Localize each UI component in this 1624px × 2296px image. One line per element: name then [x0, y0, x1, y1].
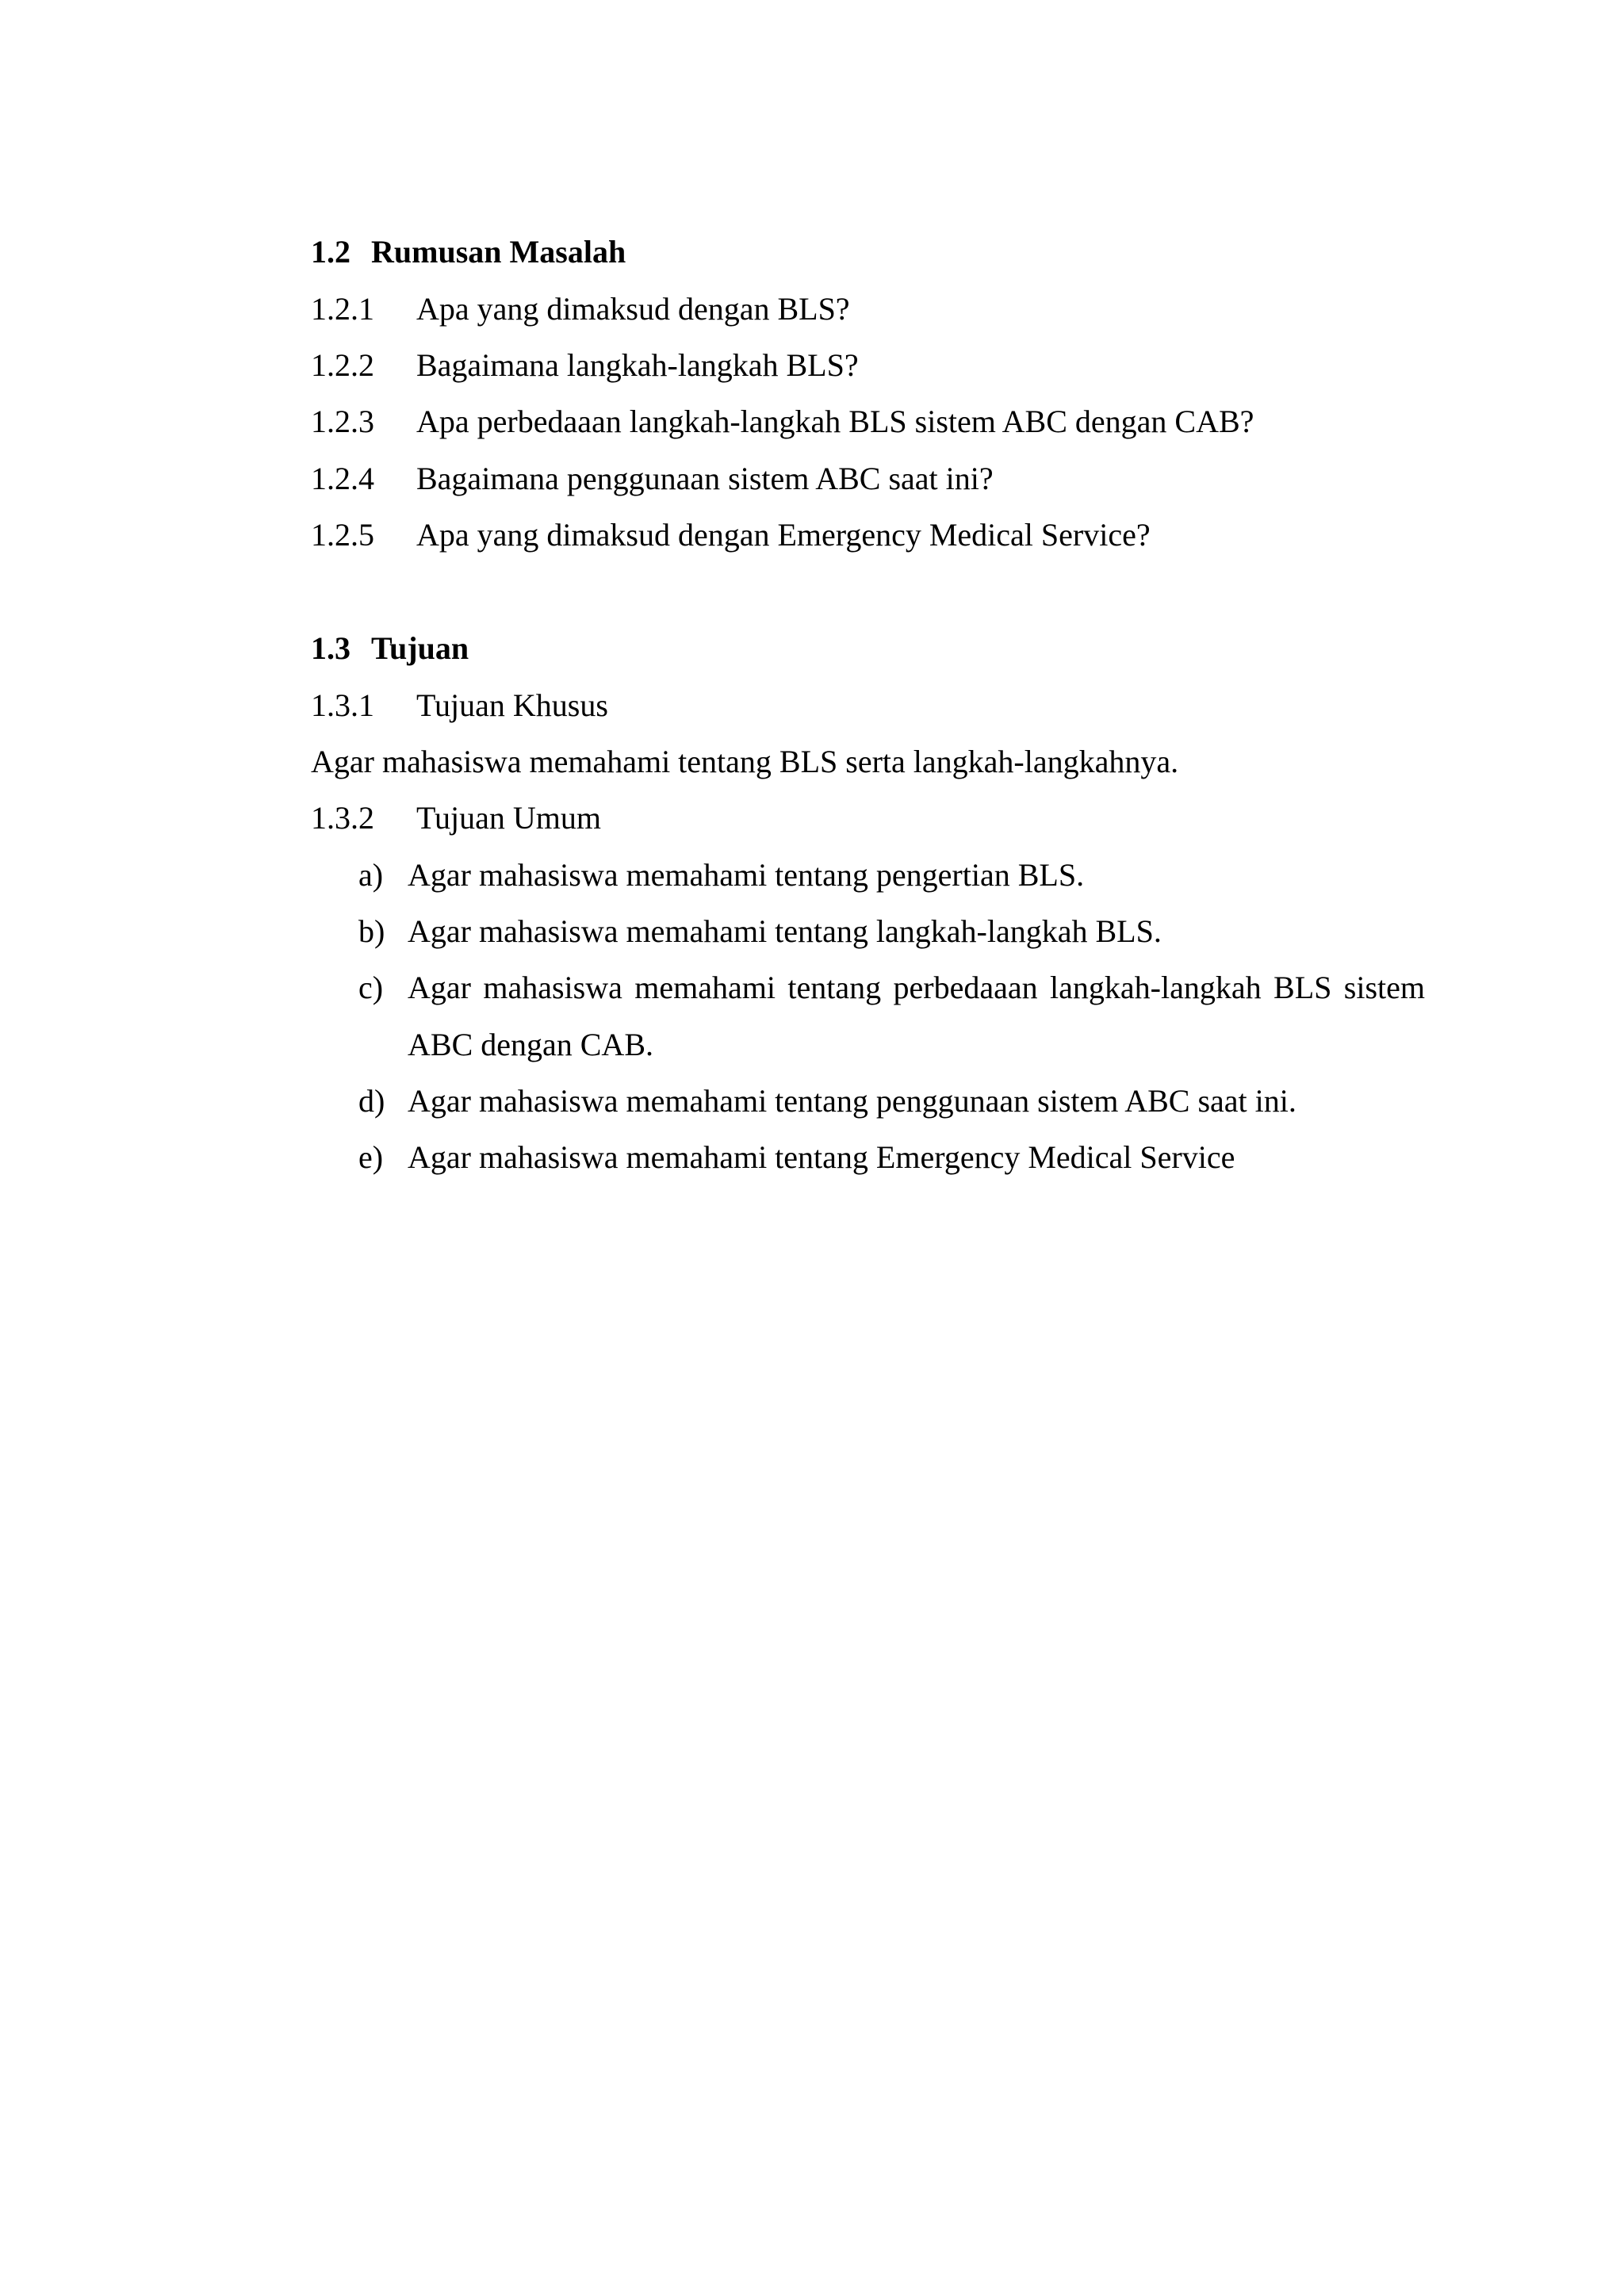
- item-marker: a): [358, 857, 384, 893]
- item-marker: e): [358, 1139, 384, 1175]
- goal-item-d: [358, 1082, 1425, 1120]
- subsection-heading-tujuan-umum: [311, 799, 601, 837]
- section-title: Tujuan: [371, 630, 469, 666]
- paragraph-tujuan-khusus: Agar mahasiswa memahami tentang BLS serta langkah-langkahnya.: [311, 744, 1179, 779]
- subsection-title: Tujuan Khusus: [416, 687, 608, 723]
- subsection-heading-tujuan-khusus: [311, 687, 608, 725]
- goal-item-c: [358, 969, 1425, 1064]
- list-item: [311, 460, 994, 498]
- list-item: [311, 346, 859, 385]
- goal-item-b: [358, 913, 1425, 951]
- item-number: 1.2.4: [311, 461, 374, 496]
- item-text: Agar mahasiswa memahami tentang penggunaan sistem ABC saat ini.: [408, 1083, 1297, 1119]
- section-number: 1.3: [311, 630, 350, 666]
- item-text: Agar mahasiswa memahami tentang langkah-langkah BLS.: [408, 913, 1162, 949]
- list-item: [311, 403, 1254, 441]
- goal-item-a: [358, 856, 1425, 894]
- item-text: Bagaimana langkah-langkah BLS?: [416, 347, 859, 383]
- section-number: 1.2: [311, 234, 350, 270]
- item-text: Agar mahasiswa memahami tentang pengertian BLS.: [408, 857, 1085, 893]
- goal-item-e: [358, 1138, 1425, 1177]
- item-text: Apa yang dimaksud dengan BLS?: [416, 291, 850, 327]
- list-item: [311, 290, 850, 328]
- item-text: Apa perbedaaan langkah-langkah BLS sistem ABC dengan CAB?: [416, 404, 1254, 439]
- item-marker: b): [358, 913, 385, 949]
- item-text: Bagaimana penggunaan sistem ABC saat ini?: [416, 461, 994, 496]
- subsection-number: 1.3.2: [311, 800, 374, 836]
- subsection-number: 1.3.1: [311, 687, 374, 723]
- subsection-title: Tujuan Umum: [416, 800, 602, 836]
- item-number: 1.2.2: [311, 347, 374, 383]
- item-marker: c): [358, 970, 384, 1005]
- list-item: [311, 516, 1151, 554]
- section-heading-rumusan-masalah: [311, 233, 626, 271]
- section-title: Rumusan Masalah: [371, 234, 626, 270]
- item-text: Agar mahasiswa memahami tentang perbedaaan langkah-langkah BLS sistem ABC dengan CAB.: [408, 970, 1425, 1062]
- item-text: Agar mahasiswa memahami tentang Emergency Medical Service: [408, 1139, 1235, 1175]
- item-marker: d): [358, 1083, 385, 1119]
- item-number: 1.2.1: [311, 291, 374, 327]
- item-number: 1.2.5: [311, 517, 374, 553]
- item-number: 1.2.3: [311, 404, 374, 439]
- item-text: Apa yang dimaksud dengan Emergency Medical Service?: [416, 517, 1151, 553]
- section-heading-tujuan: [311, 629, 469, 668]
